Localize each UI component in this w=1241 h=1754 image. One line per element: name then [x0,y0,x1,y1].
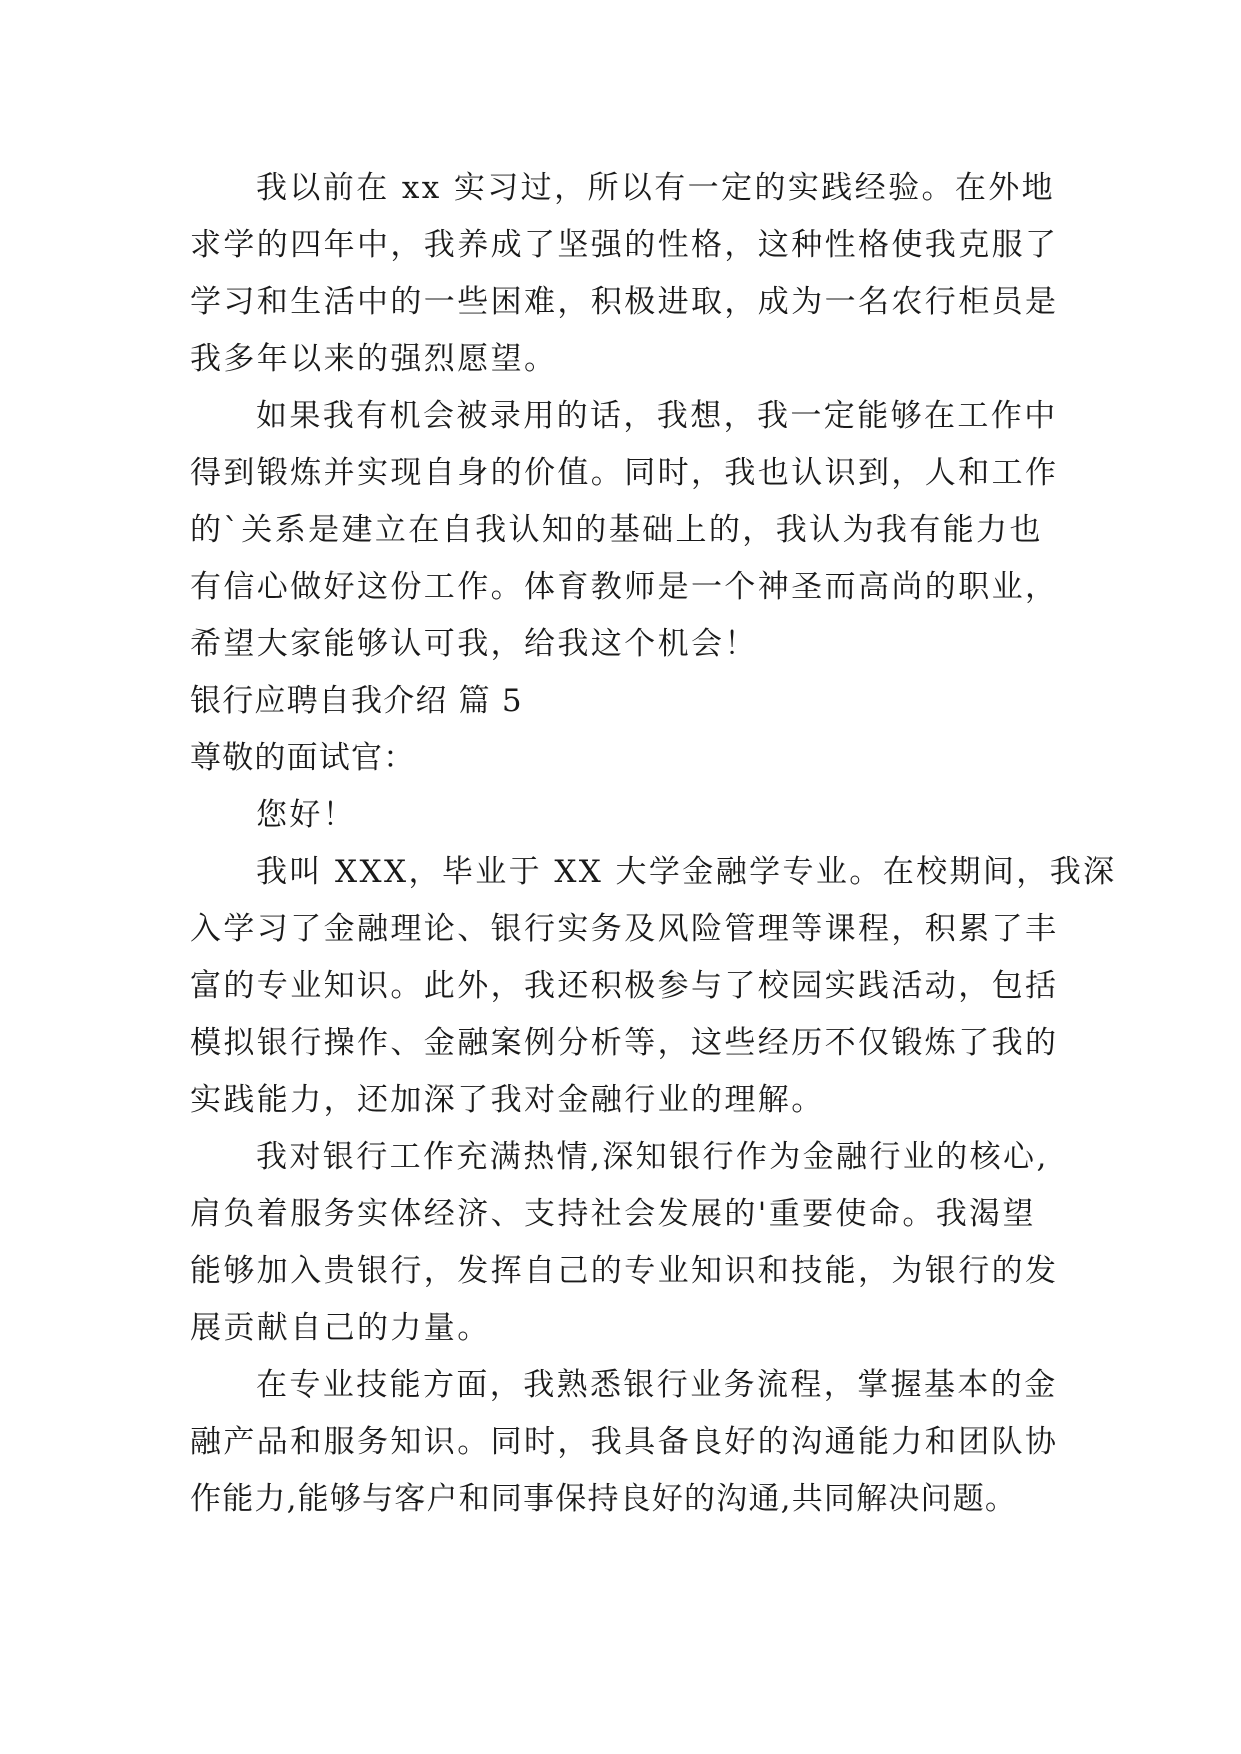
text-line: 展贡献自己的力量。 [190,1310,491,1346]
salutation: 尊敬的面试官： [190,740,416,776]
text-line: 富的专业知识。此外，我还积极参与了校园实践活动，包括 [190,968,1059,1004]
paragraph [190,1129,1060,1357]
text-line: 作能力,能够与客户和同事保持良好的沟通,共同解决问题。 [190,1481,1018,1517]
text-line: 我叫 XXX，毕业于 XX 大学金融学专业。在校期间，我深 [256,854,1117,890]
section-heading: 银行应聘自我介绍 篇 5 [190,683,523,719]
text-line: 模拟银行操作、金融案例分析等，这些经历不仅锻炼了我的 [190,1025,1059,1061]
paragraph [190,844,1117,1129]
greeting: 您好！ [256,797,357,833]
text-line: 求学的四年中，我养成了坚强的性格，这种性格使我克服了 [190,227,1059,263]
text-line: 能够加入贵银行，发挥自己的专业知识和技能，为银行的发 [190,1253,1059,1289]
paragraph [190,160,1060,388]
text-line: 我以前在 xx 实习过，所以有一定的实践经验。在外地 [256,170,1056,206]
paragraph [190,1357,1060,1528]
text-line: 我对银行工作充满热情,深知银行作为金融行业的核心, [256,1139,1049,1175]
text-line: 肩负着服务实体经济、支持社会发展的'重要使命。我渴望 [190,1196,1036,1232]
text-line: 我多年以来的强烈愿望。 [190,341,558,377]
text-line: 在专业技能方面，我熟悉银行业务流程，掌握基本的金 [256,1367,1058,1403]
text-line: 实践能力，还加深了我对金融行业的理解。 [190,1082,825,1118]
text-line: 入学习了金融理论、银行实务及风险管理等课程，积累了丰 [190,911,1059,947]
text-line: 希望大家能够认可我，给我这个机会！ [190,626,758,662]
text-line: 得到锻炼并实现自身的价值。同时，我也认识到，人和工作 [190,455,1059,491]
text-line: 如果我有机会被录用的话，我想，我一定能够在工作中 [256,398,1058,434]
document-body [190,160,1117,1528]
text-line: 融产品和服务知识。同时，我具备良好的沟通能力和团队协 [190,1424,1059,1460]
text-line: 学习和生活中的一些困难，积极进取，成为一名农行柜员是 [190,284,1059,320]
text-line: 有信心做好这份工作。体育教师是一个神圣而高尚的职业， [190,569,1059,605]
text-line: 的`关系是建立在自我认知的基础上的，我认为我有能力也 [190,512,1043,548]
paragraph [190,388,1060,673]
